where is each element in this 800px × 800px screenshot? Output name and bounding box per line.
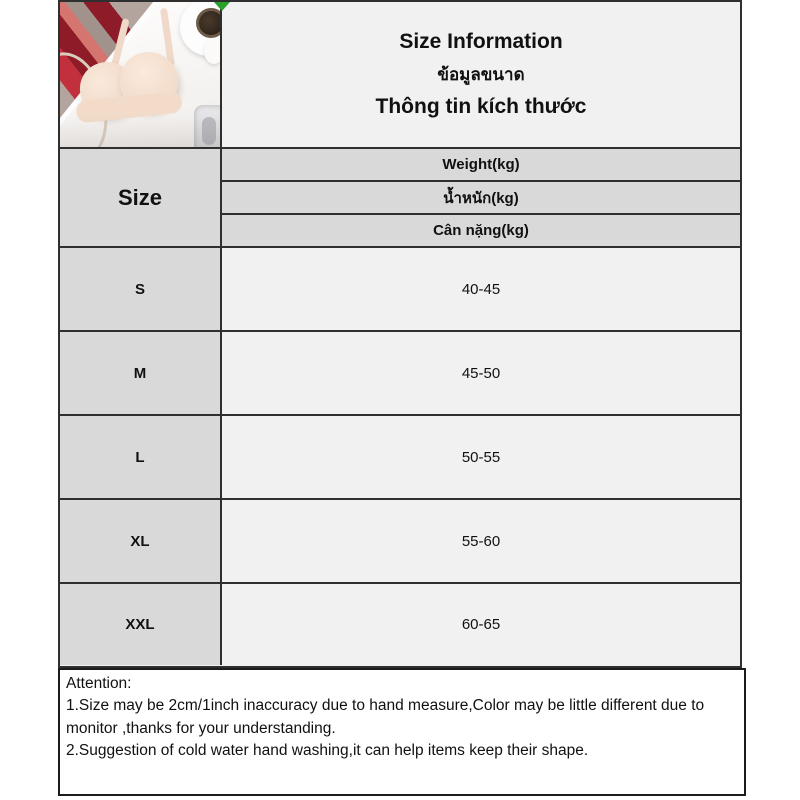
photo-shadow [60, 115, 220, 147]
size-label-xl: XL [60, 498, 220, 582]
weight-value-xl: 55-60 [220, 498, 740, 582]
weight-value-l: 50-55 [220, 414, 740, 498]
green-corner-marker-icon [214, 2, 230, 11]
weight-header-en: Weight(kg) [220, 147, 740, 180]
weight-value-xxl: 60-65 [220, 582, 740, 665]
size-column-header: Size [60, 147, 220, 246]
coffee-cup [196, 8, 220, 38]
title-thai: ข้อมูลขนาด [437, 65, 525, 84]
title-block [220, 2, 740, 147]
size-label-m: M [60, 330, 220, 414]
weight-header-th: น้ำหนัก(kg) [220, 180, 740, 213]
attention-title: Attention: [66, 675, 132, 692]
size-label-s: S [60, 246, 220, 330]
title-vietnamese: Thông tin kích thước [375, 95, 587, 118]
attention-note-2: 2.Suggestion of cold water hand washing,it can help items keep their shape. [66, 742, 589, 760]
size-label-xxl: XXL [60, 582, 220, 665]
size-table [60, 2, 740, 666]
title-english: Size Information [399, 30, 563, 53]
product-photo [60, 2, 220, 147]
attention-note [58, 668, 746, 796]
milk-jug [204, 38, 220, 64]
size-chart-sheet [58, 0, 742, 668]
weight-value-s: 40-45 [220, 246, 740, 330]
size-label-l: L [60, 414, 220, 498]
weight-header-vi: Cân nặng(kg) [220, 213, 740, 246]
attention-note-1: 1.Size may be 2cm/1inch inaccuracy due to hand measure,Color may be little different due to monitor ,thanks for your understanding. [66, 697, 705, 737]
weight-value-m: 45-50 [220, 330, 740, 414]
